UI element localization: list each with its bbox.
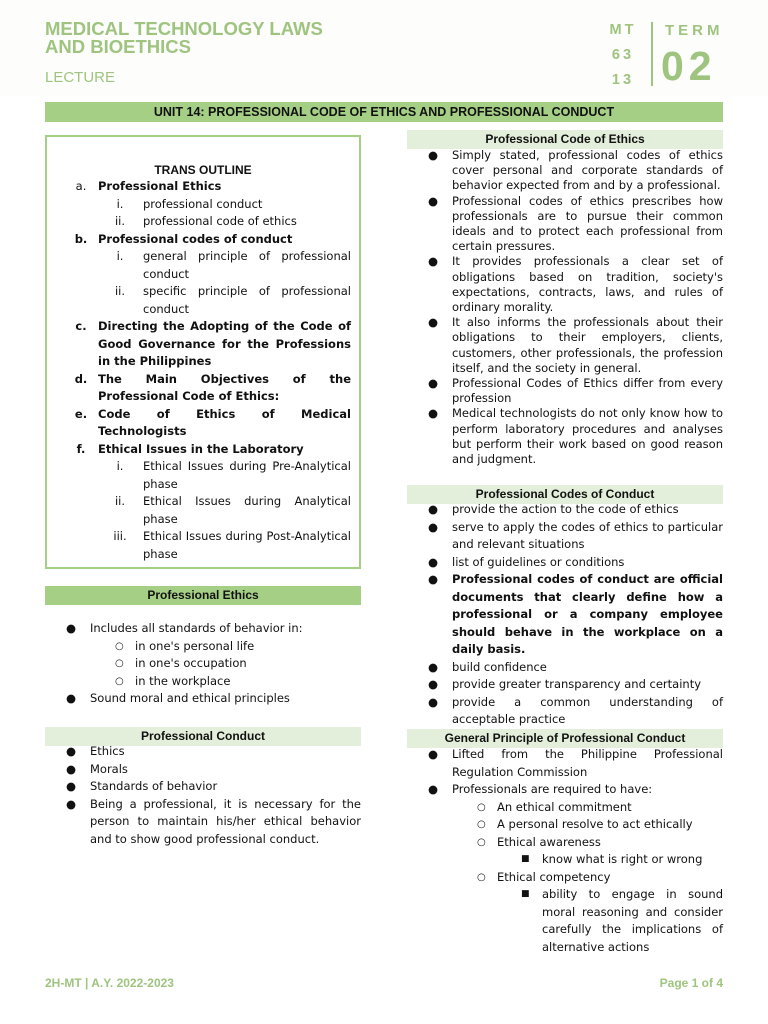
list-item — [407, 746, 723, 781]
bullet-icon: ● — [66, 796, 77, 811]
list-item — [407, 148, 723, 194]
outline-marker: i. — [116, 249, 124, 263]
circle-bullet-icon: ○ — [115, 675, 124, 687]
circle-bullet-icon: ○ — [477, 819, 486, 830]
course-title-line-2: AND BIOETHICS — [45, 36, 191, 57]
trans-outline-box — [45, 135, 361, 569]
list-item-text: Lifted from the Philippine Professional Regulation Commission — [452, 747, 723, 779]
outline-marker: f. — [76, 441, 86, 456]
list-item-text: Ethical competency — [497, 869, 611, 884]
outline-sublabel: professional code of ethics — [143, 214, 297, 228]
bullet-icon: ● — [66, 779, 77, 793]
outline-marker: i. — [116, 196, 124, 211]
list-item — [45, 743, 361, 761]
list-subsubitem — [407, 851, 723, 869]
bullet-icon: ● — [428, 519, 439, 534]
outline-sublabel: professional conduct — [143, 196, 263, 211]
list-item — [45, 620, 361, 638]
bullet-icon: ● — [428, 193, 439, 208]
list-item — [45, 778, 361, 796]
list-item-text: Being a professional, it is necessary for the person to maintain his/her ethical behavior and to show good professional conduct. — [90, 796, 361, 846]
square-bullet-icon: ■ — [521, 889, 530, 899]
list-item-text: Sound moral and ethical principles — [90, 691, 290, 705]
list-item-text: Medical technologists do not only know how to perform laboratory procedures and analyses but perform their work based on good reason and judgment. — [452, 406, 723, 467]
outline-subitem — [47, 196, 359, 214]
general-principle-heading: General Principle of Professional Conduct — [407, 729, 723, 748]
outline-marker: ii. — [114, 494, 126, 508]
bullet-icon: ● — [428, 554, 439, 569]
list-item — [407, 659, 723, 677]
page-number: Page 1 of 4 — [659, 976, 723, 990]
list-item-text: know what is right or wrong — [542, 852, 703, 866]
outline-subitem — [47, 493, 359, 528]
outline-label: Directing the Adopting of the Code of Good Governance for the Professions in the Philippines — [98, 319, 351, 368]
outline-marker: a. — [75, 179, 87, 193]
course-code — [606, 22, 640, 97]
unit-title: UNIT 14: PROFESSIONAL CODE OF ETHICS AND PROFESSIONAL CONDUCT — [45, 102, 723, 122]
list-subitem — [45, 673, 361, 691]
outline-item — [47, 178, 359, 196]
list-item — [45, 796, 361, 849]
outline-list — [47, 178, 359, 563]
outline-item — [47, 406, 359, 441]
list-item-text: Morals — [90, 761, 128, 776]
outline-item — [47, 318, 359, 371]
outline-title: TRANS OUTLINE — [154, 163, 252, 177]
professional-conduct-heading: Professional Conduct — [45, 727, 361, 746]
bullet-icon: ● — [428, 148, 439, 162]
outline-subitem — [47, 528, 359, 563]
term-number: 02 — [661, 43, 717, 89]
general-principle-list — [407, 746, 723, 956]
list-item-text: in one's occupation — [135, 656, 247, 670]
list-subitem — [407, 869, 723, 887]
outline-sublabel: general principle of professional conduct — [143, 249, 351, 281]
outline-sublabel: Ethical Issues during Pre-Analytical phase — [143, 459, 351, 491]
list-item — [407, 376, 723, 406]
outline-marker: ii. — [114, 214, 126, 228]
outline-item — [47, 371, 359, 406]
header-divider — [651, 22, 653, 86]
bullet-icon: ● — [428, 315, 439, 330]
list-item-text: Ethics — [90, 744, 125, 758]
outline-subitem — [47, 248, 359, 283]
bullet-icon: ● — [428, 406, 439, 421]
list-item-text: Professional codes of ethics prescribes how professionals are to pursue their common ideals and to protect each professional from certain pressures. — [452, 193, 723, 254]
list-item — [407, 254, 723, 315]
outline-subitem — [47, 458, 359, 493]
bullet-icon: ● — [66, 761, 77, 776]
bullet-icon: ● — [66, 691, 77, 705]
outline-marker: i. — [116, 459, 124, 473]
list-item-text: list of guidelines or conditions — [452, 554, 625, 569]
list-item-text: provide greater transparency and certainty — [452, 677, 702, 691]
outline-label: Code of Ethics of Medical Technologists — [98, 406, 351, 438]
code-of-ethics-heading: Professional Code of Ethics — [407, 130, 723, 149]
list-item — [407, 194, 723, 255]
list-item-text: Standards of behavior — [90, 779, 218, 793]
list-item — [407, 406, 723, 467]
outline-marker: iii. — [113, 529, 127, 543]
list-item-text: It also informs the professionals about their obligations to their employers, clients, customers, other professionals, the profession itself, and the society in general. — [452, 315, 723, 375]
list-item — [407, 519, 723, 554]
square-bullet-icon: ■ — [521, 854, 530, 864]
page-header — [0, 0, 768, 96]
outline-sublabel: Ethical Issues during Analytical phase — [143, 494, 351, 526]
list-item-text: Professional codes of conduct are official documents that clearly define how a professional or a company employee should behave in the workplace on a daily basis. — [452, 572, 723, 656]
professional-conduct-list — [45, 743, 361, 848]
bullet-icon: ● — [428, 572, 439, 586]
bullet-icon: ● — [428, 747, 439, 761]
list-item-text: Ethical awareness — [497, 834, 601, 849]
list-item — [407, 694, 723, 729]
list-item-text: build confidence — [452, 659, 547, 674]
list-item-text: An ethical commitment — [497, 799, 632, 814]
circle-bullet-icon: ○ — [477, 871, 486, 883]
outline-label: Professional codes of conduct — [98, 231, 293, 246]
circle-bullet-icon: ○ — [477, 836, 486, 848]
list-item-text: It provides professionals a clear set of obligations based on tradition, society's expectations, contracts, laws, and rules of ordinary morality. — [452, 254, 723, 315]
list-item-text: in one's personal life — [135, 638, 255, 653]
circle-bullet-icon: ○ — [477, 801, 486, 813]
bullet-icon: ● — [428, 694, 439, 709]
outline-sublabel: Ethical Issues during Post-Analytical phase — [143, 529, 351, 561]
codes-of-conduct-list — [407, 501, 723, 729]
bullet-icon: ● — [428, 677, 439, 691]
list-item-text: Simply stated, professional codes of ethics cover personal and corporate standards of behavior expected from and by a professional. — [452, 148, 723, 193]
codes-of-conduct-heading: Professional Codes of Conduct — [407, 485, 723, 504]
term-label: TERM — [665, 22, 724, 39]
course-code-line-3: 13 — [611, 72, 635, 88]
outline-item — [47, 231, 359, 249]
list-subitem — [407, 834, 723, 852]
code-of-ethics-list — [407, 148, 723, 467]
footer-class-info: 2H-MT | A.Y. 2022-2023 — [45, 976, 174, 990]
list-item-text: provide a common understanding of acceptable practice — [452, 694, 723, 726]
circle-bullet-icon: ○ — [115, 640, 124, 652]
professional-ethics-list — [45, 620, 361, 708]
lecture-label: LECTURE — [45, 69, 116, 86]
list-item-text: in the workplace — [135, 673, 231, 688]
list-item — [45, 690, 361, 708]
professional-ethics-heading: Professional Ethics — [45, 586, 361, 605]
list-item — [407, 315, 723, 376]
outline-label: The Main Objectives of the Professional Code of Ethics: — [98, 371, 351, 403]
list-subitem — [45, 655, 361, 673]
list-item-text: ability to engage in sound moral reasoning and consider carefully the implications of alternative actions — [542, 887, 723, 954]
outline-item — [47, 441, 359, 459]
list-subitem — [407, 816, 723, 834]
bullet-icon: ● — [428, 782, 439, 796]
bullet-icon: ● — [66, 621, 77, 635]
bullet-icon: ● — [66, 744, 77, 758]
outline-marker: ii. — [114, 284, 126, 298]
bullet-icon: ● — [428, 376, 439, 391]
course-title — [45, 20, 323, 56]
outline-label: Ethical Issues in the Laboratory — [98, 441, 304, 456]
list-item — [407, 781, 723, 799]
course-code-line-2: 63 — [611, 47, 635, 63]
outline-marker: b. — [74, 231, 88, 246]
list-item — [45, 761, 361, 779]
circle-bullet-icon: ○ — [115, 658, 124, 669]
list-item-text: Professional Codes of Ethics differ from every profession — [452, 376, 723, 406]
outline-subitem — [47, 213, 359, 231]
list-subitem — [45, 638, 361, 656]
outline-marker: d. — [74, 371, 88, 386]
list-item-text: Includes all standards of behavior in: — [90, 621, 303, 635]
list-item-text: A personal resolve to act ethically — [497, 817, 693, 831]
outline-marker: e. — [74, 406, 88, 421]
outline-sublabel: specific principle of professional conduct — [143, 284, 351, 316]
course-title-line-1: MEDICAL TECHNOLOGY LAWS — [45, 18, 323, 39]
list-item — [407, 676, 723, 694]
course-code-line-1: MT — [609, 22, 637, 38]
list-item-text: provide the action to the code of ethics — [452, 502, 679, 516]
list-item — [407, 501, 723, 519]
list-item — [407, 571, 723, 659]
outline-marker: c. — [75, 319, 87, 333]
bullet-icon: ● — [428, 254, 439, 269]
bullet-icon: ● — [428, 659, 439, 674]
outline-label: Professional Ethics — [98, 179, 222, 193]
list-subsubitem — [407, 886, 723, 956]
list-item-text: Professionals are required to have: — [452, 782, 653, 796]
list-item — [407, 554, 723, 572]
bullet-icon: ● — [428, 502, 439, 516]
outline-subitem — [47, 283, 359, 318]
list-item-text: serve to apply the codes of ethics to particular and relevant situations — [452, 519, 723, 551]
list-subitem — [407, 799, 723, 817]
